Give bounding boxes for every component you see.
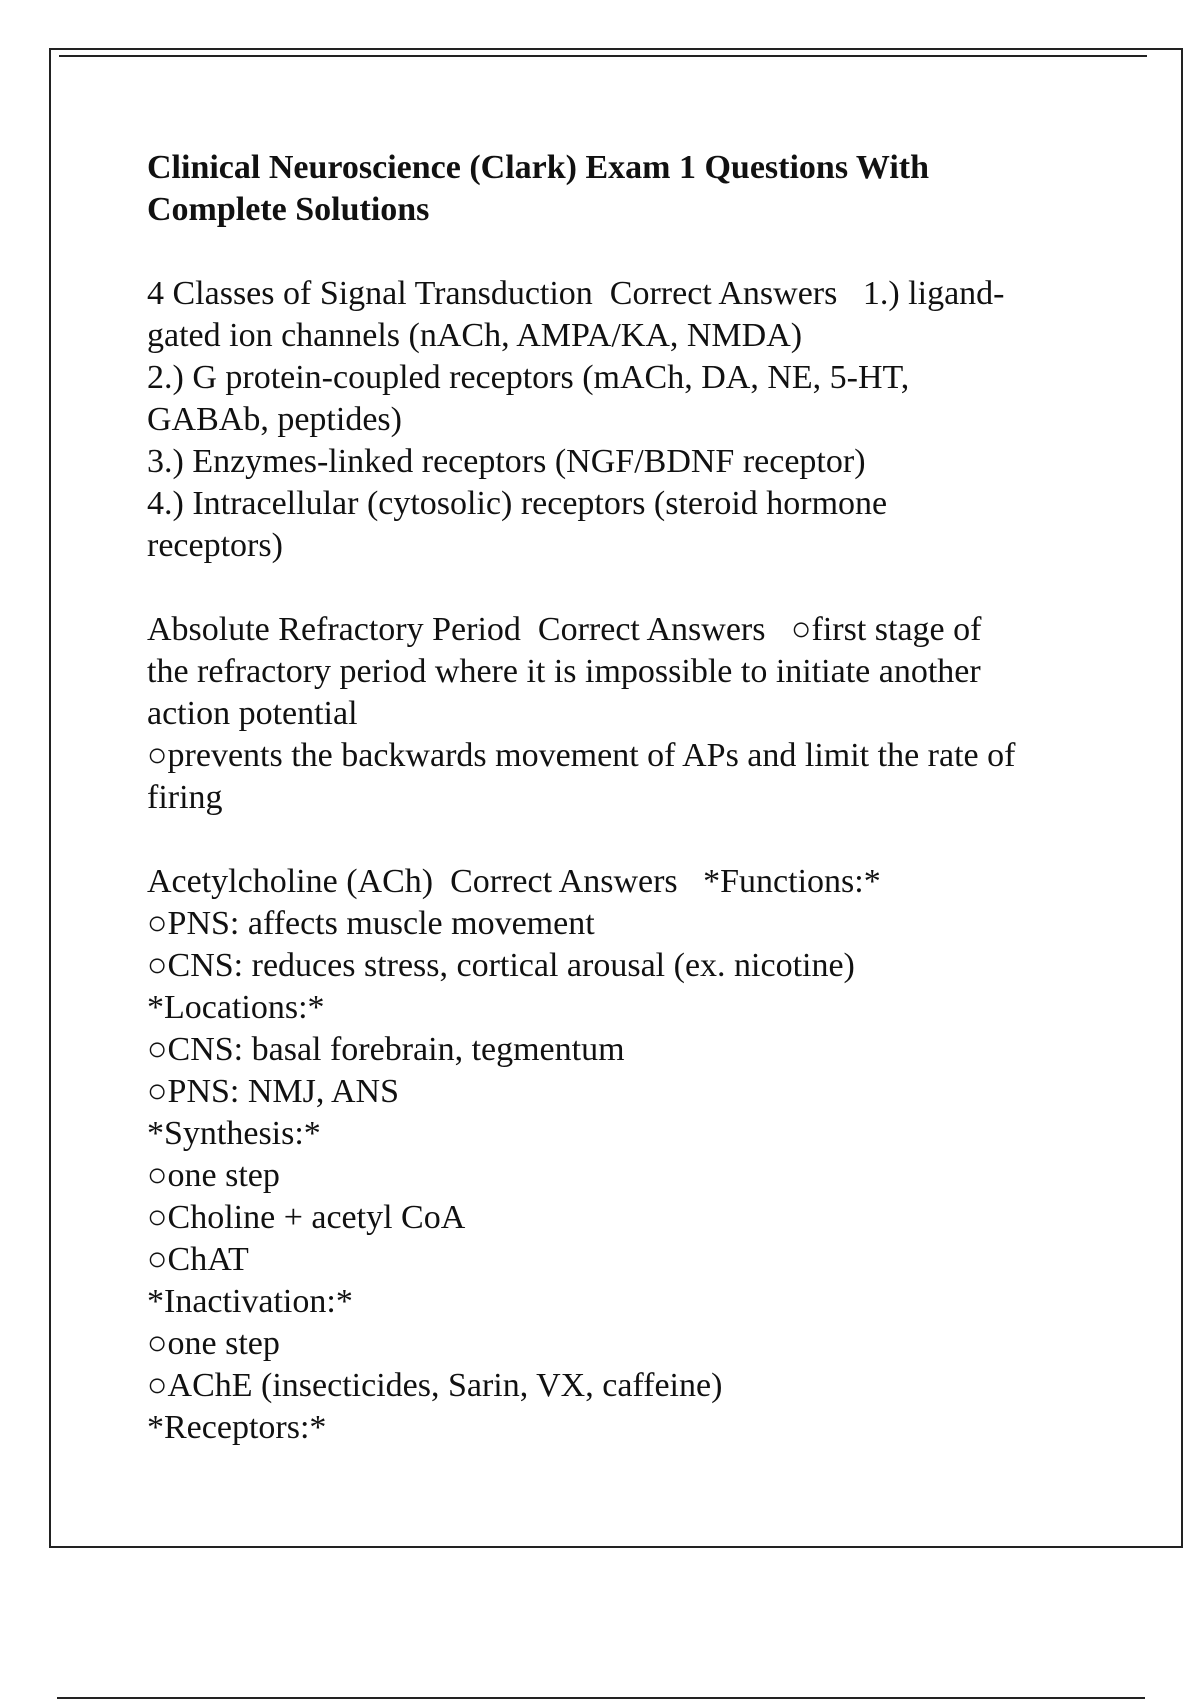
entry-line: GABAb, peptides) <box>147 401 402 438</box>
entry-line: action potential <box>147 695 358 732</box>
entry-line: 2.) G protein-coupled receptors (mACh, DA, NE, 5-HT, <box>147 359 910 396</box>
entry-line: *Receptors:* <box>147 1409 327 1446</box>
entry-signal-transduction <box>147 273 1127 567</box>
entry-line: firing <box>147 779 223 816</box>
entry-line: Absolute Refractory Period Correct Answers ○first stage of <box>147 611 982 648</box>
document-body <box>147 147 1127 1491</box>
entry-line: ○AChE (insecticides, Sarin, VX, caffeine) <box>147 1367 723 1404</box>
entry-line: 3.) Enzymes-linked receptors (NGF/BDNF receptor) <box>147 443 866 480</box>
entry-line: 4 Classes of Signal Transduction Correct Answers 1.) ligand- <box>147 275 1005 312</box>
entry-acetylcholine <box>147 861 1127 1449</box>
entry-line: 4.) Intracellular (cytosolic) receptors (steroid hormone <box>147 485 888 522</box>
entry-line: ○PNS: affects muscle movement <box>147 905 595 942</box>
title-line: Clinical Neuroscience (Clark) Exam 1 Questions With <box>147 149 929 186</box>
entry-line: ○CNS: reduces stress, cortical arousal (ex. nicotine) <box>147 947 855 984</box>
entry-line: gated ion channels (nACh, AMPA/KA, NMDA) <box>147 317 803 354</box>
entry-line: ○one step <box>147 1157 280 1194</box>
bottom-rule <box>57 1697 1145 1699</box>
entry-line: *Locations:* <box>147 989 325 1026</box>
entry-line: *Synthesis:* <box>147 1115 321 1152</box>
entry-line: Acetylcholine (ACh) Correct Answers *Functions:* <box>147 863 881 900</box>
entry-line: ○ChAT <box>147 1241 249 1278</box>
title-line: Complete Solutions <box>147 191 430 228</box>
entry-line: ○Choline + acetyl CoA <box>147 1199 466 1236</box>
entry-absolute-refractory-period <box>147 609 1127 819</box>
entry-line: ○prevents the backwards movement of APs and limit the rate of <box>147 737 1016 774</box>
entry-line: *Inactivation:* <box>147 1283 353 1320</box>
page-frame <box>49 48 1183 1548</box>
entry-line: ○one step <box>147 1325 280 1362</box>
document-title <box>147 147 1127 231</box>
entry-line: receptors) <box>147 527 283 564</box>
entry-line: ○PNS: NMJ, ANS <box>147 1073 400 1110</box>
entry-line: ○CNS: basal forebrain, tegmentum <box>147 1031 625 1068</box>
entry-line: the refractory period where it is impossible to initiate another <box>147 653 981 690</box>
top-rule <box>59 55 1147 57</box>
